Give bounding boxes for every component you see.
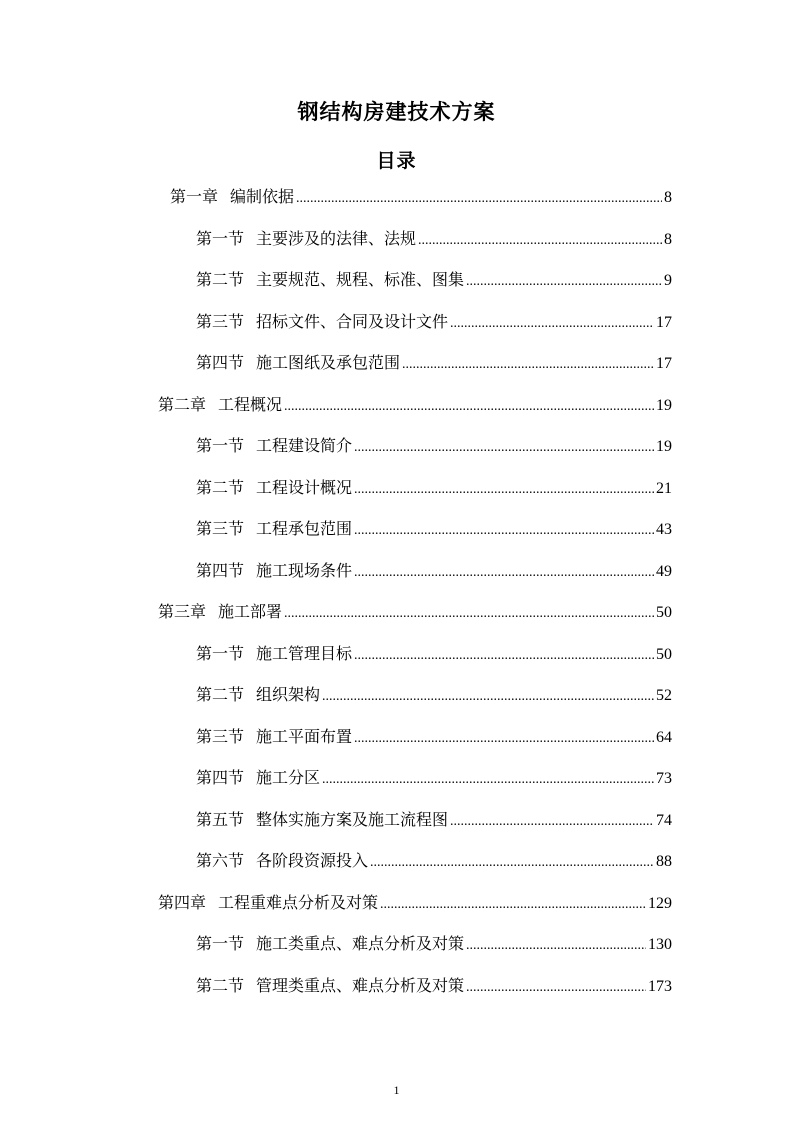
toc-heading: 目录	[376, 150, 417, 172]
toc-entry[interactable]	[196, 684, 672, 706]
toc-entry-number: 第一节	[196, 229, 245, 248]
toc-entry[interactable]	[196, 560, 672, 582]
toc-entry-leader	[466, 977, 646, 999]
toc-entry-page: 49	[656, 563, 672, 580]
toc-entry-page: 50	[656, 646, 672, 663]
document-title: 钢结构房建技术方案	[297, 100, 496, 124]
toc-entry-number: 第三节	[196, 519, 245, 538]
toc-entry-number: 第一节	[196, 934, 245, 953]
toc-entry-title: 施工部署	[218, 602, 283, 621]
toc-entry[interactable]	[196, 809, 672, 831]
toc-entry[interactable]	[196, 933, 672, 955]
toc-entry-page: 64	[656, 729, 672, 746]
toc-entry-number: 第六节	[196, 851, 245, 870]
toc-entry-title: 编制依据	[230, 187, 295, 206]
toc-entry-leader	[402, 354, 654, 376]
toc-entry-title: 施工管理目标	[256, 644, 353, 663]
toc-entry-title: 整体实施方案及施工流程图	[256, 810, 449, 829]
toc-entry-page: 129	[648, 895, 672, 912]
toc-entry-page: 73	[656, 770, 672, 787]
toc-entry-page: 43	[656, 521, 672, 538]
toc-entry[interactable]	[158, 601, 672, 623]
toc-entry[interactable]	[196, 352, 672, 374]
toc-entry-page: 74	[656, 812, 672, 829]
toc-entry[interactable]	[196, 975, 672, 997]
toc-entry[interactable]	[196, 518, 672, 540]
toc-entry-leader	[296, 188, 662, 210]
toc-entry-leader	[354, 437, 654, 459]
toc-entry-page: 17	[656, 355, 672, 372]
toc-entry-leader	[450, 811, 654, 833]
toc-entry[interactable]	[196, 269, 672, 291]
toc-entry-title: 工程建设简介	[256, 436, 353, 455]
toc-entry-page: 88	[656, 853, 672, 870]
toc-entry-number: 第三节	[196, 727, 245, 746]
toc-entry[interactable]	[196, 435, 672, 457]
toc-entry-title: 施工类重点、难点分析及对策	[256, 934, 465, 953]
toc-entry-leader	[450, 313, 654, 335]
toc-entry-number: 第二节	[196, 976, 245, 995]
toc-entry-page: 19	[656, 438, 672, 455]
toc-entry[interactable]	[196, 850, 672, 872]
toc-entry-title: 施工平面布置	[256, 727, 353, 746]
toc-entry-title: 工程设计概况	[256, 478, 353, 497]
toc-entry-title: 工程承包范围	[256, 519, 353, 538]
toc-entry-number: 第四节	[196, 561, 245, 580]
toc-entry[interactable]	[158, 892, 672, 914]
toc-entry-page: 173	[648, 978, 672, 995]
toc-entry-page: 52	[656, 687, 672, 704]
toc-entry-title: 工程重难点分析及对策	[218, 893, 379, 912]
toc-entry-leader	[284, 396, 654, 418]
toc-entry-title: 主要涉及的法律、法规	[256, 229, 417, 248]
toc-entry[interactable]	[158, 394, 672, 416]
toc-entry-number: 第二节	[196, 270, 245, 289]
toc-entry-title: 组织架构	[256, 685, 321, 704]
toc-entry-page: 21	[656, 480, 672, 497]
toc-entry-leader	[354, 520, 654, 542]
toc-entry-title: 施工图纸及承包范围	[256, 353, 401, 372]
toc-entry-page: 50	[656, 604, 672, 621]
toc-entry-number: 第三章	[158, 602, 207, 621]
toc-entry-number: 第四节	[196, 353, 245, 372]
toc-entry-page: 8	[664, 189, 672, 206]
toc-entry-page: 130	[648, 936, 672, 953]
toc-entry-number: 第二节	[196, 478, 245, 497]
toc-entry-leader	[354, 645, 654, 667]
toc-entry-page: 19	[656, 397, 672, 414]
toc-entry-number: 第一节	[196, 436, 245, 455]
toc-entry-page: 8	[664, 231, 672, 248]
toc-entry-number: 第四节	[196, 768, 245, 787]
toc-entry-leader	[354, 562, 654, 584]
toc-entry[interactable]	[196, 726, 672, 748]
toc-entry-leader	[466, 271, 662, 293]
toc-entry-number: 第一章	[170, 187, 219, 206]
toc-entry-leader	[322, 686, 654, 708]
toc-entry[interactable]	[196, 767, 672, 789]
toc-entry-leader	[370, 852, 654, 874]
toc-entry[interactable]	[196, 477, 672, 499]
toc-entry-number: 第五节	[196, 810, 245, 829]
toc-entry-leader	[380, 894, 646, 916]
toc-entry-number: 第三节	[196, 312, 245, 331]
toc-entry[interactable]	[170, 186, 672, 208]
toc-entry-leader	[466, 935, 646, 957]
page-number: 1	[393, 1083, 400, 1097]
toc-entry-leader	[354, 479, 654, 501]
toc-entry-title: 工程概况	[218, 395, 283, 414]
toc-entry-number: 第二章	[158, 395, 207, 414]
toc-entry[interactable]	[196, 228, 672, 250]
toc-entry-title: 施工分区	[256, 768, 321, 787]
toc-entry-leader	[322, 769, 654, 791]
toc-entry-number: 第一节	[196, 644, 245, 663]
toc-entry-title: 各阶段资源投入	[256, 851, 369, 870]
toc-entry-title: 管理类重点、难点分析及对策	[256, 976, 465, 995]
toc-entry-title: 主要规范、规程、标准、图集	[256, 270, 465, 289]
toc-entry-page: 9	[664, 272, 672, 289]
toc-entry-number: 第四章	[158, 893, 207, 912]
toc-entry[interactable]	[196, 643, 672, 665]
toc-entry[interactable]	[196, 311, 672, 333]
toc-entry-leader	[354, 728, 654, 750]
toc-entry-leader	[284, 603, 654, 625]
toc-entry-title: 施工现场条件	[256, 561, 353, 580]
toc-entry-number: 第二节	[196, 685, 245, 704]
toc-entry-title: 招标文件、合同及设计文件	[256, 312, 449, 331]
toc-entry-leader	[418, 230, 662, 252]
toc-entry-page: 17	[656, 314, 672, 331]
